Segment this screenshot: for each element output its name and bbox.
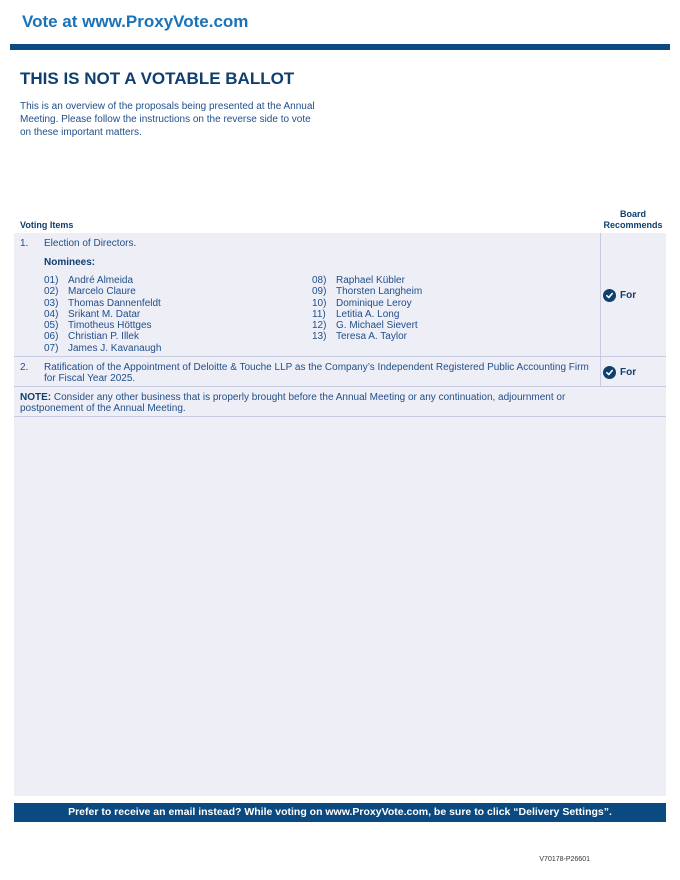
nominee-row xyxy=(312,298,422,309)
nominee-number: 08) xyxy=(312,275,327,286)
item-2-number: 2. xyxy=(20,362,29,373)
nominee-number: 03) xyxy=(44,297,59,309)
nominees-label: Nominees: xyxy=(44,257,96,268)
ballot-title: THIS IS NOT A VOTABLE BALLOT xyxy=(20,69,295,88)
note-label: NOTE: xyxy=(20,392,52,403)
nominee-row xyxy=(312,320,422,331)
check-icon xyxy=(603,366,616,379)
nominee-row xyxy=(44,343,161,354)
intro-text: This is an overview of the proposals being presented at the Annual Meeting. Please follow the instructions on the reverse side to vote on these important matters. xyxy=(20,101,315,138)
nominee-name: G. Michael Sievert xyxy=(336,320,418,332)
nominee-name: Thomas Dannenfeldt xyxy=(68,297,161,309)
nominee-row xyxy=(44,309,161,320)
nominee-number: 10) xyxy=(312,297,327,309)
nominee-row xyxy=(312,331,422,342)
nominee-name: Srikant M. Datar xyxy=(68,308,141,320)
nominee-row xyxy=(44,320,161,331)
nominee-row xyxy=(44,275,161,286)
item-2-recommendation xyxy=(603,366,636,379)
nominee-name: Raphael Kübler xyxy=(336,275,405,286)
board-recommends-line1: Board xyxy=(619,209,646,219)
nominee-row xyxy=(44,331,161,342)
item-2-text: Ratification of the Appointment of Deloitte & Touche LLP as the Company’s Independent Registered Public Accounting Firm for Fiscal Year 2025. xyxy=(44,362,589,384)
email-delivery-banner: Prefer to receive an email instead? While voting on www.ProxyVote.com, be sure to click “Delivery Settings”. xyxy=(14,803,666,822)
header-title: Vote at www.ProxyVote.com xyxy=(22,12,249,31)
nominee-number: 04) xyxy=(44,308,59,320)
nominee-number: 09) xyxy=(312,286,327,298)
document-code: V70178-P26601 xyxy=(539,856,590,863)
nominee-name: Thorsten Langheim xyxy=(336,286,423,298)
nominee-number: 12) xyxy=(312,320,327,332)
note-text: Consider any other business that is properly brought before the Annual Meeting or any continuation, adjournment or postponement of the Annual Meeting. xyxy=(20,392,566,414)
nominee-name: Timotheus Höttges xyxy=(68,320,152,332)
nominee-number: 02) xyxy=(44,286,59,298)
nominee-row xyxy=(44,286,161,297)
item-1-recommendation-label: For xyxy=(620,290,637,301)
nominee-name: Marcelo Claure xyxy=(68,286,136,298)
nominee-number: 01) xyxy=(44,275,59,286)
column-divider xyxy=(600,233,601,387)
nominee-number: 05) xyxy=(44,320,59,332)
nominee-name: Teresa A. Taylor xyxy=(336,331,407,343)
board-recommends-heading xyxy=(600,209,666,231)
nominee-number: 13) xyxy=(312,331,327,343)
nominees-right-column xyxy=(312,275,422,343)
nominee-name: James J. Kavanaugh xyxy=(68,342,162,354)
nominees-left-column xyxy=(44,275,161,354)
item-1-title: Election of Directors. xyxy=(44,238,137,249)
nominee-number: 07) xyxy=(44,342,59,354)
header-rule xyxy=(10,44,670,50)
nominee-row xyxy=(312,286,422,297)
nominee-row xyxy=(312,275,422,286)
nominee-number: 06) xyxy=(44,331,59,343)
nominee-number: 11) xyxy=(312,308,326,320)
voting-items-heading: Voting Items xyxy=(20,220,74,230)
check-icon xyxy=(603,289,616,302)
item-1-recommendation xyxy=(603,289,636,302)
nominee-name: André Almeida xyxy=(68,275,134,286)
item-1-number: 1. xyxy=(20,238,29,249)
board-recommends-line2: Recommends xyxy=(603,220,663,230)
nominee-row xyxy=(312,309,422,320)
nominee-name: Christian P. Illek xyxy=(68,331,139,343)
nominee-name: Letitia A. Long xyxy=(336,308,400,320)
row-divider-3 xyxy=(14,416,666,417)
item-2-recommendation-label: For xyxy=(620,367,637,378)
row-divider-2 xyxy=(14,386,666,387)
nominee-name: Dominique Leroy xyxy=(336,297,412,309)
note xyxy=(20,392,600,414)
row-divider-1 xyxy=(14,356,666,357)
nominee-row xyxy=(44,298,161,309)
